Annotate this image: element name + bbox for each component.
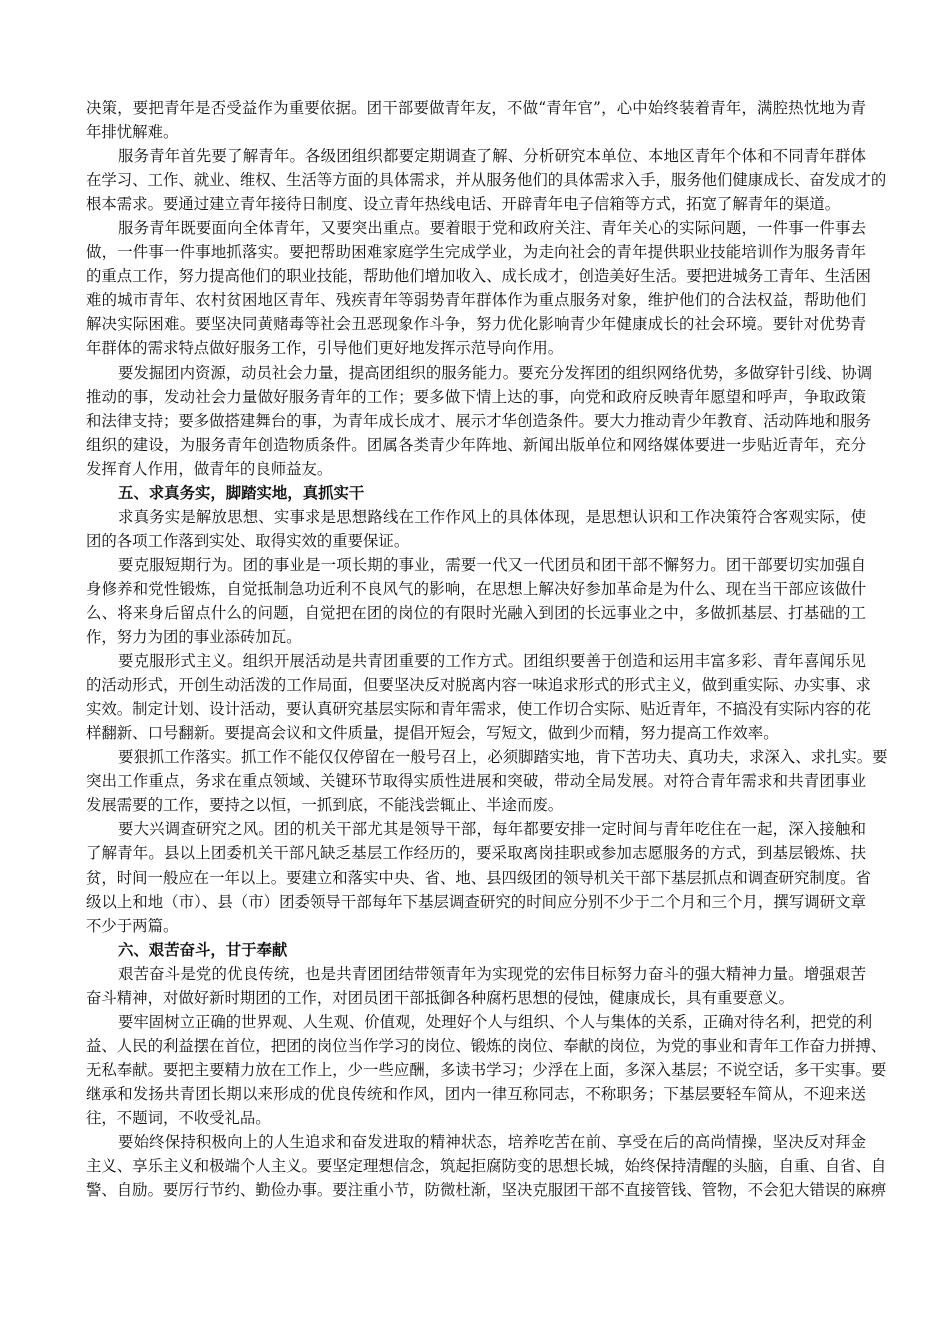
document-body — [86, 96, 888, 1202]
text-line: 身修养和党性锻炼，自觉抵制急功近利不良风气的影响，在思想上解决好参加革命是为什么、现在当干部应该做什 — [86, 579, 866, 598]
text-line: 无私奉献。要把主要精力放在工作上，少一些应酬，多读书学习；少浮在上面，多深入基层；不说空话，多干实事。要 — [86, 1060, 887, 1079]
paragraph — [86, 1010, 887, 1130]
paragraph — [86, 745, 888, 817]
text-line: 艰苦奋斗是党的优良传统，也是共青团团结带领青年为实现党的宏伟目标努力奋斗的强大精神力量。增强艰苦 — [118, 964, 866, 983]
text-line: 要克服形式主义。组织开展活动是共青团重要的工作方式。团组织要善于创造和运用丰富多彩、青年喜闻乐见 — [118, 652, 866, 671]
text-line: 根本需求。要通过建立青年接待日制度、设立青年热线电话、开辟青年电子信箱等方式，拓宽了解青年的渠道。 — [86, 195, 841, 214]
text-line: 做，一件事一件事地抓落实。要把帮助困难家庭学生完成学业，为走向社会的青年提供职业技能培训作为服务青年 — [86, 243, 866, 262]
text-line: 要牢固树立正确的世界观、人生观、价值观，处理好个人与组织、个人与集体的关系，正确对待名利，把党的利 — [118, 1012, 873, 1031]
text-line: 发挥育人作用，做青年的良师益友。 — [86, 459, 333, 478]
paragraph — [86, 817, 871, 937]
paragraph — [86, 962, 866, 1010]
text-line: 年群体的需求特点做好服务工作，引导他们更好地发挥示范导向作用。 — [86, 339, 564, 358]
paragraph — [86, 96, 866, 144]
text-line: 解决实际困难。要坚决同黄赌毒等社会丑恶现象作斗争，努力优化影响青少年健康成长的社会环境。要针对优势青 — [86, 315, 866, 334]
paragraph — [86, 144, 887, 216]
text-line: 样翻新、口号翻新。要提高会议和文件质量，提倡开短会，写短文，做到少而精，努力提高工作效率。 — [86, 724, 779, 743]
text-line: 不少于两篇。 — [86, 916, 179, 935]
text-line: 求真务实是解放思想、实事求是思想路线在工作作风上的具体体现，是思想认识和工作决策符合客观实际，使 — [118, 507, 866, 526]
text-line: 在学习、工作、就业、维权、生活等方面的具体需求，并从服务他们的具体需求入手，服务他们健康成长、奋发成才的 — [86, 171, 887, 190]
text-line: 和法律支持；要多做搭建舞台的事，为青年成长成才、展示才华创造条件。要大力推动青少年教育、活动阵地和服务 — [86, 411, 871, 430]
paragraph — [86, 361, 873, 481]
text-line: 要发掘团内资源，动员社会力量，提高团组织的服务能力。要充分发挥团的组织网络优势，多做穿针引线、协调 — [118, 363, 873, 382]
text-line: 作，努力为团的事业添砖加瓦。 — [86, 628, 302, 647]
text-line: 的活动形式，开创生动活泼的工作局面，但要坚决反对脱离内容一味追求形式的形式主义，做到重实际、办实事、求 — [86, 676, 871, 695]
text-line: 要克服短期行为。团的事业是一项长期的事业，需要一代又一代团员和团干部不懈努力。团干部要切实加强自 — [118, 555, 866, 574]
paragraph — [86, 1130, 887, 1202]
text-line: 决策，要把青年是否受益作为重要依据。团干部要做青年友，不做“青年官”，心中始终装着青年，满腔热忱地为青 — [86, 99, 866, 117]
section-heading — [86, 938, 866, 962]
paragraph — [86, 649, 871, 745]
text-line: 服务青年首先要了解青年。各级团组织都要定期调查了解、分析研究本单位、本地区青年个体和不同青年群体 — [118, 147, 866, 166]
paragraph — [86, 505, 866, 553]
text-line: 实效。制定计划、设计活动，要认真研究基层实际和青年需求，使工作切合实际、贴近青年，不搞没有实际内容的花 — [86, 700, 871, 719]
text-line: 奋斗精神，对做好新时期团的工作，对团员团干部抵御各种腐朽思想的侵蚀，健康成长，具有重要意义。 — [86, 988, 794, 1007]
text-line: 要大兴调查研究之风。团的机关干部尤其是领导干部，每年都要安排一定时间与青年吃住在一起，深入接触和 — [118, 820, 866, 839]
text-line: 年排忧解难。 — [86, 123, 179, 142]
text-line: 往，不题词，不收受礼品。 — [86, 1108, 271, 1127]
heading-text: 六、艰苦奋斗，甘于奉献 — [118, 940, 288, 959]
text-line: 了解青年。县以上团委机关干部凡缺乏基层工作经历的，要采取离岗挂职或参加志愿服务的方式，到基层锻炼、扶 — [86, 844, 866, 863]
text-line: 的重点工作，努力提高他们的职业技能，帮助他们增加收入、成长成才，创造美好生活。要把进城务工青年、生活困 — [86, 267, 871, 286]
section-heading — [86, 481, 866, 505]
text-line: 继承和发扬共青团长期以来形成的优良传统和作风，团内一律互称同志，不称职务；下基层要轻车简从，不迎来送 — [86, 1084, 866, 1103]
text-line: 难的城市青年、农村贫困地区青年、残疾青年等弱势青年群体作为重点服务对象，维护他们的合法权益，帮助他们 — [86, 291, 866, 310]
heading-text: 五、求真务实，脚踏实地，真抓实干 — [118, 483, 365, 502]
text-line: 警、自励。要厉行节约、勤俭办事。要注重小节，防微杜渐，坚决克服团干部不直接管钱、管物，不会犯大错误的麻痹 — [86, 1181, 887, 1200]
paragraph — [86, 216, 871, 360]
paragraph — [86, 553, 866, 649]
text-line: 组织的建设，为服务青年创造物质条件。团属各类青少年阵地、新闻出版单位和网络媒体要进一步贴近青年，充分 — [86, 435, 866, 454]
text-line: 要始终保持积极向上的人生追求和奋发进取的精神状态，培养吃苦在前、享受在后的高尚情操，坚决反对拜金 — [118, 1133, 866, 1152]
text-line: 推动的事，发动社会力量做好服务青年的工作；要多做下情上达的事，向党和政府反映青年愿望和呼声，争取政策 — [86, 387, 866, 406]
text-line: 服务青年既要面向全体青年，又要突出重点。要着眼于党和政府关注、青年关心的实际问题，一件事一件事去 — [118, 219, 866, 238]
text-line: 发展需要的工作，要持之以恒，一抓到底，不能浅尝辄止、半途而废。 — [86, 796, 564, 815]
text-line: 团的各项工作落到实处、取得实效的重要保证。 — [86, 531, 410, 550]
text-line: 主义、享乐主义和极端个人主义。要坚定理想信念，筑起拒腐防变的思想长城，始终保持清醒的头脑，自重、自省、自 — [86, 1157, 887, 1176]
text-line: 要狠抓工作落实。抓工作不能仅仅停留在一般号召上，必须脚踏实地，肯下苦功夫、真功夫，求深入、求扎实。要 — [118, 748, 888, 767]
text-line: 贫，时间一般应在一年以上。要建立和落实中央、省、地、县四级团的领导机关干部下基层抓点和调查研究制度。省 — [86, 868, 871, 887]
text-line: 益、人民的利益摆在首位，把团的岗位当作学习的岗位、锻炼的岗位、奉献的岗位，为党的事业和青年工作奋力拼搏、 — [86, 1036, 887, 1055]
text-line: 突出工作重点，务求在重点领域、关键环节取得实质性进展和突破，带动全局发展。对符合青年需求和共青团事业 — [86, 772, 866, 791]
text-line: 级以上和地（市）、县（市）团委领导干部每年下基层调查研究的时间应分别不少于二个月和三个月，撰写调研文章 — [86, 892, 866, 911]
text-line: 么、将来身后留点什么的问题，自觉把在团的岗位的有限时光融入到团的长远事业之中，多做抓基层、打基础的工 — [86, 603, 866, 622]
